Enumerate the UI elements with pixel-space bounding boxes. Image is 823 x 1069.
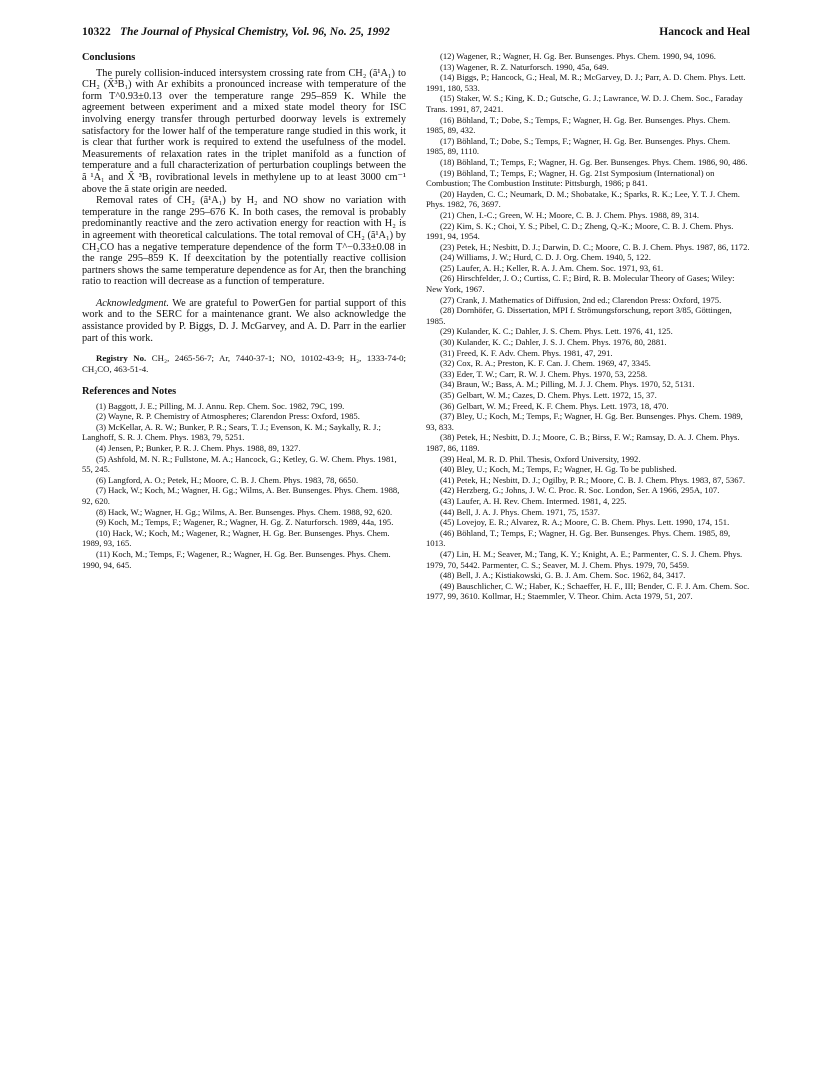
reference-item: (26) Hirschfelder, J. O.; Curtiss, C. F.; Bird, R. B. Molecular Theory of Gases; Wiley: New York, 1967. — [426, 273, 735, 295]
reference-item: (41) Petek, H.; Nesbitt, D. J.; Ogilby, P. R.; Moore, C. B. J. Chem. Phys. 1983, 87, 5367. — [440, 474, 746, 485]
reference-item: (30) Kulander, K. C.; Dahler, J. S. J. Chem. Phys. 1976, 80, 2881. — [440, 337, 667, 348]
reference-item: (31) Freed, K. F. Adv. Chem. Phys. 1981, 47, 291. — [440, 347, 613, 358]
reference-item: (32) Cox, R. A.; Preston, K. F. Can. J. Chem. 1969, 47, 3345. — [440, 358, 651, 369]
journal-citation: The Journal of Physical Chemistry, Vol. 96, No. 25, 1992 — [120, 26, 390, 38]
reference-item: (8) Hack, W.; Wagner, H. Gg.; Wilms, A. Ber. Bunsenges. Phys. Chem. 1988, 92, 620. — [96, 506, 393, 517]
reference-list-right — [426, 51, 750, 602]
registry-text: CH₂, 2465-56-7; Ar, 7440-37-1; NO, 10102-43-9; H₂, 1333-74-0; CH₂CO, 463-51-4. — [82, 353, 406, 374]
conclusions-heading: Conclusions — [82, 52, 136, 63]
conclusions-paragraph: Removal rates of CH₂ (ã¹A₁) by H₂ and NO show no variation with temperature in the range 295–676 K. In both cases, the removal is probably predominantly reactive and the zero activation energy for reaction with H₂ is in agreement with theoretical calculations. The total removal of CH₂ (ã¹A₁) by CH₂CO has a negative temperature dependence of the form T^−0.33±0.08 in the range 295–859 K. If deexcitation by the potentially reactive collision partners shows the same temperature dependence as for Ar, then the branching ratio to reaction will decrease as a function of temperature. — [82, 195, 406, 288]
reference-item: (23) Petek, H.; Nesbitt, D. J.; Darwin, D. C.; Moore, C. B. J. Chem. Phys. 1987, 86, 1172. — [440, 241, 750, 252]
reference-item: (12) Wagener, R.; Wagner, H. Gg. Ber. Bunsenges. Phys. Chem. 1990, 94, 1096. — [440, 51, 716, 61]
reference-item: (29) Kulander, K. C.; Dahler, J. S. Chem. Phys. Lett. 1976, 41, 125. — [440, 326, 673, 337]
reference-item: (3) McKellar, A. R. W.; Bunker, P. R.; Sears, T. J.; Evenson, K. M.; Saykally, R. J.; Langhoff, S. R. J. Chem. Phys. 1983, 79, 5251. — [82, 421, 381, 443]
acknowledgment-text: We are grateful to PowerGen for partial support of this work and to the SERC for a maintenance grant. We also acknowledge the assistance provided by P. Biggs, D. J. McGarvey, and A. D. Parr in the earlier part of this work. — [82, 297, 406, 344]
reference-item: (28) Dornhöfer, G. Dissertation, MPI f. Strömungsforschung, report 3/85, Göttingen, 1985. — [426, 305, 732, 326]
reference-item: (18) Böhland, T.; Temps, F.; Wagner, H. Gg. Ber. Bunsenges. Phys. Chem. 1986, 90, 486. — [440, 156, 748, 167]
reference-item: (20) Hayden, C. C.; Neumark, D. M.; Shobatake, K.; Sparks, R. K.; Lee, Y. T. J. Chem. Phys. 1982, 76, 3697. — [426, 188, 740, 210]
reference-item: (27) Crank, J. Mathematics of Diffusion, 2nd ed.; Clarendon Press: Oxford, 1975. — [440, 294, 722, 305]
reference-item: (2) Wayne, R. P. Chemistry of Atmospheres; Clarendon Press: Oxford, 1985. — [96, 411, 360, 422]
reference-item: (13) Wagener, R. Z. Naturforsch. 1990, 45a, 649. — [440, 61, 609, 72]
reference-item: (21) Chen, I.-C.; Green, W. H.; Moore, C. B. J. Chem. Phys. 1988, 89, 314. — [440, 209, 699, 220]
reference-item: (14) Biggs, P.; Hancock, G.; Heal, M. R.; McGarvey, D. J.; Parr, A. D. Chem. Phys. Lett. 1991, 180, 533. — [426, 72, 746, 93]
reference-item: (48) Bell, J. A.; Kistiakowski, G. B. J. Am. Chem. Soc. 1962, 84, 3417. — [440, 570, 686, 581]
registry-numbers — [82, 353, 406, 374]
reference-list-left — [82, 401, 406, 571]
reference-item: (40) Bley, U.; Koch, M.; Temps, F.; Wagner, H. Gg. To be published. — [440, 464, 677, 475]
reference-item: (43) Laufer, A. H. Rev. Chem. Intermed. 1981, 4, 225. — [440, 495, 627, 506]
reference-item: (22) Kim, S. K.; Choi, Y. S.; Pibel, C. D.; Zheng, Q.-K.; Moore, C. B. J. Chem. Phys. 1991, 94, 1954. — [426, 220, 734, 242]
reference-item: (45) Lovejoy, E. R.; Alvarez, R. A.; Moore, C. B. Chem. Phys. Lett. 1990, 174, 151. — [440, 517, 730, 528]
left-column — [82, 52, 406, 570]
acknowledgment — [82, 298, 406, 344]
reference-item: (16) Böhland, T.; Dobe, S.; Temps, F.; Wagner, H. Gg. Ber. Bunsenges. Phys. Chem. 1985, 89, 432. — [426, 114, 731, 136]
reference-item: (5) Ashfold, M. N. R.; Fullstone, M. A.; Hancock, G.; Ketley, G. W. Chem. Phys. 1981, 55, 245. — [82, 453, 397, 475]
reference-item: (44) Bell, J. A. J. Phys. Chem. 1971, 75, 1537. — [440, 506, 600, 517]
page-header — [82, 26, 750, 40]
reference-item: (47) Lin, H. M.; Seaver, M.; Tang, K. Y.; Knight, A. E.; Parmenter, C. S. J. Chem. Phys. 1979, 70, 5442. Parmenter, C. S.; Seaver, M. J. Chem. Phys. 1979, 70, 5459. — [426, 548, 743, 570]
page-number: 10322 — [82, 26, 111, 38]
reference-item: (35) Gelbart, W. M.; Cazes, D. Chem. Phys. Lett. 1972, 15, 37. — [440, 390, 657, 400]
reference-item: (46) Böhland, T.; Temps, F.; Wagner, H. Gg. Ber. Bunsenges. Phys. Chem. 1985, 89, 1013. — [426, 527, 731, 549]
running-authors: Hancock and Heal — [659, 26, 750, 38]
reference-item: (49) Bauschlicher, C. W.; Haber, K.; Schaeffer, H. F., III; Bender, C. F. J. Am. Chem. Soc. 1977, 99, 3610. Kollmar, H.; Staemmler, V. Theor. Chim. Acta 1979, 51, 207. — [426, 580, 750, 602]
reference-item: (37) Bley, U.; Koch, M.; Temps, F.; Wagner, H. Gg. Ber. Bunsenges. Phys. Chem. 1989, 93, 833. — [426, 411, 743, 432]
reference-item: (38) Petek, H.; Nesbitt, D. J.; Moore, C. B.; Birss, F. W.; Ramsay, D. A. J. Chem. Phys. 1987, 86, 1189. — [426, 432, 740, 453]
reference-item: (7) Hack, W.; Koch, M.; Wagner, H. Gg.; Wilms, A. Ber. Bunsenges. Phys. Chem. 1988, 92, 620. — [82, 485, 400, 506]
reference-item: (15) Staker, W. S.; King, K. D.; Gutsche, G. J.; Lawrance, W. D. J. Chem. Soc., Faraday Trans. 1991, 87, 2421. — [426, 93, 743, 114]
reference-item: (33) Eder, T. W.; Carr, R. W. J. Chem. Phys. 1970, 53, 2258. — [440, 368, 648, 379]
reference-item: (19) Böhland, T.; Temps, F.; Wagner, H. Gg. 21st Symposium (International) on Combustion; The Combustion Institute: Pittsburgh, 1986; p 841. — [426, 167, 715, 189]
acknowledgment-label: Acknowledgment. — [96, 297, 169, 309]
reference-item: (1) Baggott, J. E.; Pilling, M. J. Annu. Rep. Chem. Soc. 1982, 79C, 199. — [96, 400, 345, 411]
reference-item: (42) Herzberg, G.; Johns, J. W. C. Proc. R. Soc. London, Ser. A 1966, 295A, 107. — [440, 485, 720, 496]
reference-item: (39) Heal, M. R. D. Phil. Thesis, Oxford University, 1992. — [440, 453, 641, 464]
reference-item: (24) Williams, J. W.; Hurd, C. D. J. Org. Chem. 1940, 5, 122. — [440, 252, 651, 263]
reference-item: (6) Langford, A. O.; Petek, H.; Moore, C. B. J. Chem. Phys. 1983, 78, 6650. — [96, 474, 359, 485]
reference-item: (9) Koch, M.; Temps, F.; Wagener, R.; Wagner, H. Gg. Z. Naturforsch. 1989, 44a, 195. — [96, 517, 394, 528]
reference-item: (11) Koch, M.; Temps, F.; Wagener, R.; Wagner, H. Gg. Ber. Bunsenges. Phys. Chem. 1990, 94, 645. — [82, 548, 391, 570]
reference-item: (10) Hack, W.; Koch, M.; Wagener, R.; Wagner, H. Gg. Ber. Bunsenges. Phys. Chem. 1989, 93, 165. — [82, 527, 390, 549]
reference-item: (36) Gelbart, W. M.; Freed, K. F. Chem. Phys. Lett. 1973, 18, 470. — [440, 400, 669, 411]
reference-item: (34) Braun, W.; Bass, A. M.; Pilling, M. J. J. Chem. Phys. 1970, 52, 5131. — [440, 379, 695, 390]
reference-item: (4) Jensen, P.; Bunker, P. R. J. Chem. Phys. 1988, 89, 1327. — [96, 443, 301, 454]
reference-item: (17) Böhland, T.; Dobe, S.; Temps, F.; Wagner, H. Gg. Ber. Bunsenges. Phys. Chem. 1985, 89, 1110. — [426, 135, 731, 157]
references-heading: References and Notes — [82, 386, 177, 398]
registry-label: Registry No. — [96, 353, 147, 364]
conclusions-paragraph: The purely collision-induced intersystem crossing rate from CH₂ (ã¹A₁) to CH₂ (X̃³B₁) with Ar exhibits a pronounced increase with temperature of the form T^0.93±0.13 over the temperature range 295–859 K. While the agreement between experiment and a mixed state model theory for ISC involving energy transfer through perturbed doorway levels is extremely satisfactory for the lower half of the temperature range studied in this work, it is clear that further work is required to extend the usefulness of the model. Measurements of relaxation rates in the triplet manifold as a function of temperature and a full characterization of perturbation couplings between the ã ¹A₁ and X̃ ³B₁ rovibrational levels in methylene up to at least 3000 cm⁻¹ above the ã state origin are needed. — [82, 67, 406, 195]
reference-item: (25) Laufer, A. H.; Keller, R. A. J. Am. Chem. Soc. 1971, 93, 61. — [440, 262, 664, 273]
